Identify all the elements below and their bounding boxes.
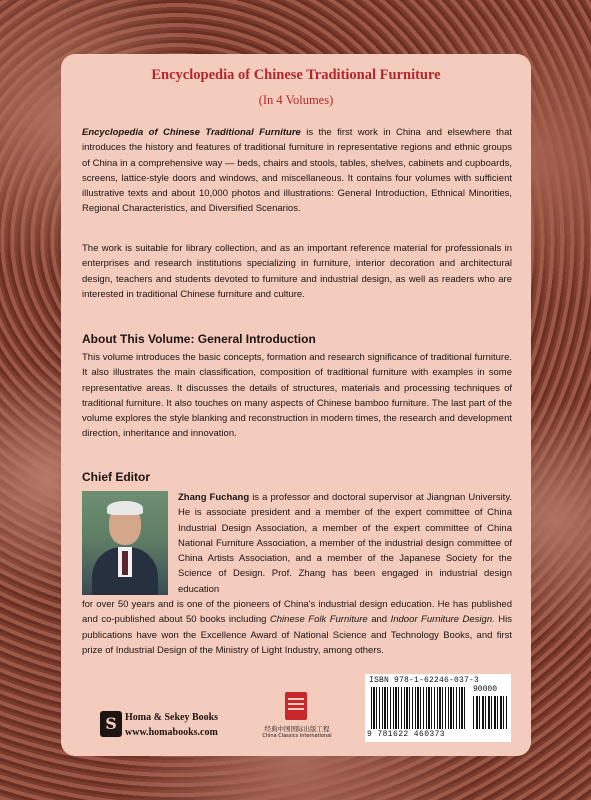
intro-paragraph [82,125,512,217]
volume-paragraph: This volume introduces the basic concepts, formation and research significance of traditional furniture. It also illustrates the main classification, composition of traditional furniture with examples in some representative areas. It discusses the details of structures, materials and processing techniques of traditional furniture. It also touches on many aspects of Chinese bamboo furniture. The last part of the volume explores the style blanking and reconstruction in modern times, the research and development direction, inheritance and innovation. [82,352,512,440]
intro-book-title: Encyclopedia of Chinese Traditional Furniture [82,127,301,138]
intro-text: is the first work in China and elsewhere that introduces the history and features of traditional furniture in representative regions and ethnic groups of China in a comprehensive way — beds, chairs and stools, tables, shelves, cabinets and cupboards, screens, lattice-style doors and windows, and miscellaneous. It contains four volumes with sufficient illustrative texts and about 10,000 photos and illustrations: General Introduction, Ethnical Minorities, Regional Characteristics, and Diversified Scenarios. [82,127,512,215]
chief-editor-heading: Chief Editor [82,470,150,484]
editor-name: Zhang Fuchang [178,492,250,503]
editor-photo [82,491,168,595]
ean-number: 9 781622 460373 [367,730,446,739]
book-indoor-furniture: Indoor Furniture Design. [390,614,495,626]
book-title: Encyclopedia of Chinese Traditional Furniture [151,67,441,83]
volume-heading: About This Volume: General Introduction [82,332,316,346]
price-code: 90000 [473,685,498,694]
audience-paragraph: The work is suitable for library collection, and as an important reference material for professionals in enterprises and research institutions specializing in furniture, interior decoration and architectural design, teachers and students devoted to furniture and industrial design, as well as readers who are interested in traditional Chinese furniture and culture. [82,243,512,300]
editor-bio-first: Zhang Fuchang is a professor and doctoral supervisor at Jiangnan University. He is associate president and a member of the expert committee of China Industrial Design Association, a member of the expert committee of China National Furniture Association, a member of the industrial design committee of China Artists Association, and a member of the Japanese Society for the Science of Design. Prof. Zhang has been engaged in industrial design education [178,492,512,595]
publisher-logo-icon: S [100,711,122,737]
isbn-label: ISBN 978-1-62246-037-3 [369,676,480,685]
publisher-url[interactable]: www.homabooks.com [125,727,218,738]
book-folk-furniture: Chinese Folk Furniture [269,614,368,626]
china-classics-chinese-name: 经典中国国际出版工程 [264,725,330,733]
barcode [365,674,511,742]
volume-count: (In 4 Volumes) [258,93,334,107]
editor-bio-rest: for over 50 years and is one of the pioneers of China's industrial design education. He has published and co-published about 50 books including Chinese Folk Furniture and Indoor Furniture Design. His publications have won the Excellence Award of National Science and Technology Books, and first prize of Industrial Design of the Ministry of Light Industry, among others. [82,599,512,656]
ean-barcode-icon [371,687,467,729]
price-barcode-icon [473,696,507,729]
china-classics-english-name: China Classics International [262,733,332,739]
publisher-name: Homa & Sekey Books [125,712,219,723]
china-classics-logo-icon [285,692,307,720]
